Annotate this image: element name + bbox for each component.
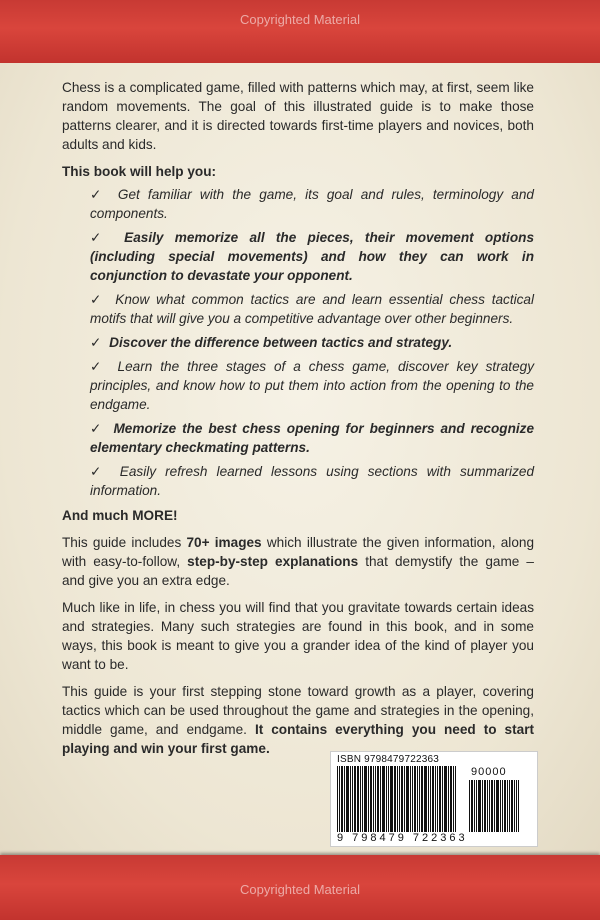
barcode-bar [469, 780, 470, 832]
list-item: ✓ Discover the difference between tactics and strategy. [90, 335, 453, 350]
barcode-bar [339, 766, 340, 832]
check-icon: ✓ [90, 464, 107, 479]
barcode-bar [412, 766, 413, 832]
barcode-bar [391, 766, 393, 832]
barcode-bar [368, 766, 369, 832]
barcode-bar [516, 780, 517, 832]
barcode-bar [448, 766, 449, 832]
barcode-bar [370, 766, 372, 832]
barcode-bar [390, 766, 391, 832]
and-much-more: And much MORE! [62, 508, 178, 523]
barcode-bar [375, 766, 376, 832]
watermark-bottom: Copyrighted Material [240, 882, 360, 897]
barcode-bar [404, 766, 405, 832]
barcode-bar [357, 766, 359, 832]
barcode-bar [388, 766, 389, 832]
check-icon: ✓ [90, 421, 104, 436]
barcode-bar [450, 766, 452, 832]
barcode-bar [484, 780, 486, 832]
isbn-digits: 9 798479 722363 [337, 832, 468, 844]
back-cover-text [62, 78, 534, 766]
barcode-bar [350, 766, 351, 832]
barcode-bar [419, 766, 420, 832]
top-red-band [0, 0, 600, 63]
barcode-bar [444, 766, 447, 832]
barcode-bar [489, 780, 490, 832]
barcode-bar [442, 766, 443, 832]
barcode-bar [401, 766, 403, 832]
barcode-bar [502, 780, 503, 832]
list-item: ✓ Easily memorize all the pieces, their movement options (including special movements) and how they can work in conjunction to devastate your opponent. [90, 230, 534, 283]
barcode-bar [346, 766, 349, 832]
isbn-label: ISBN 9798479722363 [337, 754, 440, 765]
barcode-bar [518, 780, 519, 832]
barcode-bar [511, 780, 513, 832]
barcode-bar [430, 766, 431, 832]
barcode-bar [399, 766, 400, 832]
strategies-paragraph: Much like in life, in chess you will find that you gravitate towards certain ideas and strategies. Many such strategies are found in this book, and in some ways, this book is meant to give you a grander idea of the kind of player you want to be. [62, 600, 534, 672]
check-icon: ✓ [90, 292, 105, 307]
barcode-bar [382, 766, 385, 832]
check-icon: ✓ [90, 359, 106, 374]
list-item: ✓ Easily refresh learned lessons using sections with summarized information. [90, 464, 534, 498]
barcode-bar [410, 766, 411, 832]
barcode-bar [341, 766, 343, 832]
barcode-bar [377, 766, 379, 832]
bottom-red-band [0, 855, 600, 920]
barcode-bar [474, 780, 475, 832]
barcode-bar [352, 766, 353, 832]
barcode-bar [453, 766, 454, 832]
barcode-bar [373, 766, 374, 832]
barcode-bar [437, 766, 438, 832]
barcode-bar [482, 780, 483, 832]
barcode-bar [421, 766, 423, 832]
barcode-bar [364, 766, 367, 832]
barcode-bar [406, 766, 409, 832]
barcode-bar [496, 780, 499, 832]
barcode-bar [432, 766, 434, 832]
barcode-bar [362, 766, 363, 832]
barcode-bar [414, 766, 416, 832]
barcode-bar [476, 780, 477, 832]
barcode-bar [380, 766, 381, 832]
barcode-bar [514, 780, 515, 832]
images-paragraph: This guide includes 70+ images which illustrate the given information, along with easy-to-follow, step-by-step explanations that demystify the game – and give you an extra edge. [62, 535, 534, 588]
isbn-barcode [330, 751, 538, 847]
barcode-bar [435, 766, 436, 832]
price-code: 90000 [471, 766, 507, 778]
barcode-bar [504, 780, 506, 832]
barcode-bar [487, 780, 488, 832]
barcode-bar [491, 780, 493, 832]
intro-paragraph: Chess is a complicated game, filled with patterns which may, at first, seem like random movements. The goal of this illustrated guide is to make those patterns clearer, and it is directed towards first-time players and novices, both adults and kids. [62, 80, 534, 152]
barcode-bar [494, 780, 495, 832]
barcode-bar [500, 780, 501, 832]
barcode-bar [337, 766, 338, 832]
barcode-bar [417, 766, 418, 832]
barcode-bar [360, 766, 361, 832]
list-item: ✓ Memorize the best chess opening for beginners and recognize elementary checkmating patterns. [90, 421, 535, 455]
list-item: ✓ Learn the three stages of a chess game, discover key strategy principles, and know how to put them into action from the opening to the endgame. [90, 359, 534, 412]
barcode-bar [394, 766, 396, 832]
barcode-bar [397, 766, 398, 832]
barcode-bar [471, 780, 473, 832]
barcode-bar [455, 766, 456, 832]
check-icon: ✓ [90, 230, 109, 245]
barcode-bar [386, 766, 387, 832]
stepping-stone-paragraph: This guide is your first stepping stone toward growth as a player, covering tactics which can be used throughout the game and strategies in the opening, middle game, and endgame. It contains everything you need to start playing and win your first game. [62, 684, 535, 756]
list-item: ✓ Know what common tactics are and learn essential chess tactical motifs that will give you a competitive advantage over other beginners. [90, 292, 535, 326]
check-icon: ✓ [90, 187, 106, 202]
barcode-bar [507, 780, 508, 832]
barcode-bars-main [337, 766, 457, 832]
barcode-bar [439, 766, 441, 832]
barcode-bars-addon [469, 780, 533, 832]
check-icon: ✓ [90, 335, 102, 350]
barcode-bar [428, 766, 429, 832]
watermark-top: Copyrighted Material [240, 12, 360, 27]
barcode-bar [478, 780, 481, 832]
barcode-bar [509, 780, 510, 832]
benefits-list [90, 185, 534, 500]
barcode-bar [354, 766, 356, 832]
list-item: ✓ Get familiar with the game, its goal and rules, terminology and components. [90, 187, 534, 221]
barcode-bar [344, 766, 345, 832]
barcode-bar [424, 766, 427, 832]
help-heading: This book will help you: [62, 164, 217, 179]
